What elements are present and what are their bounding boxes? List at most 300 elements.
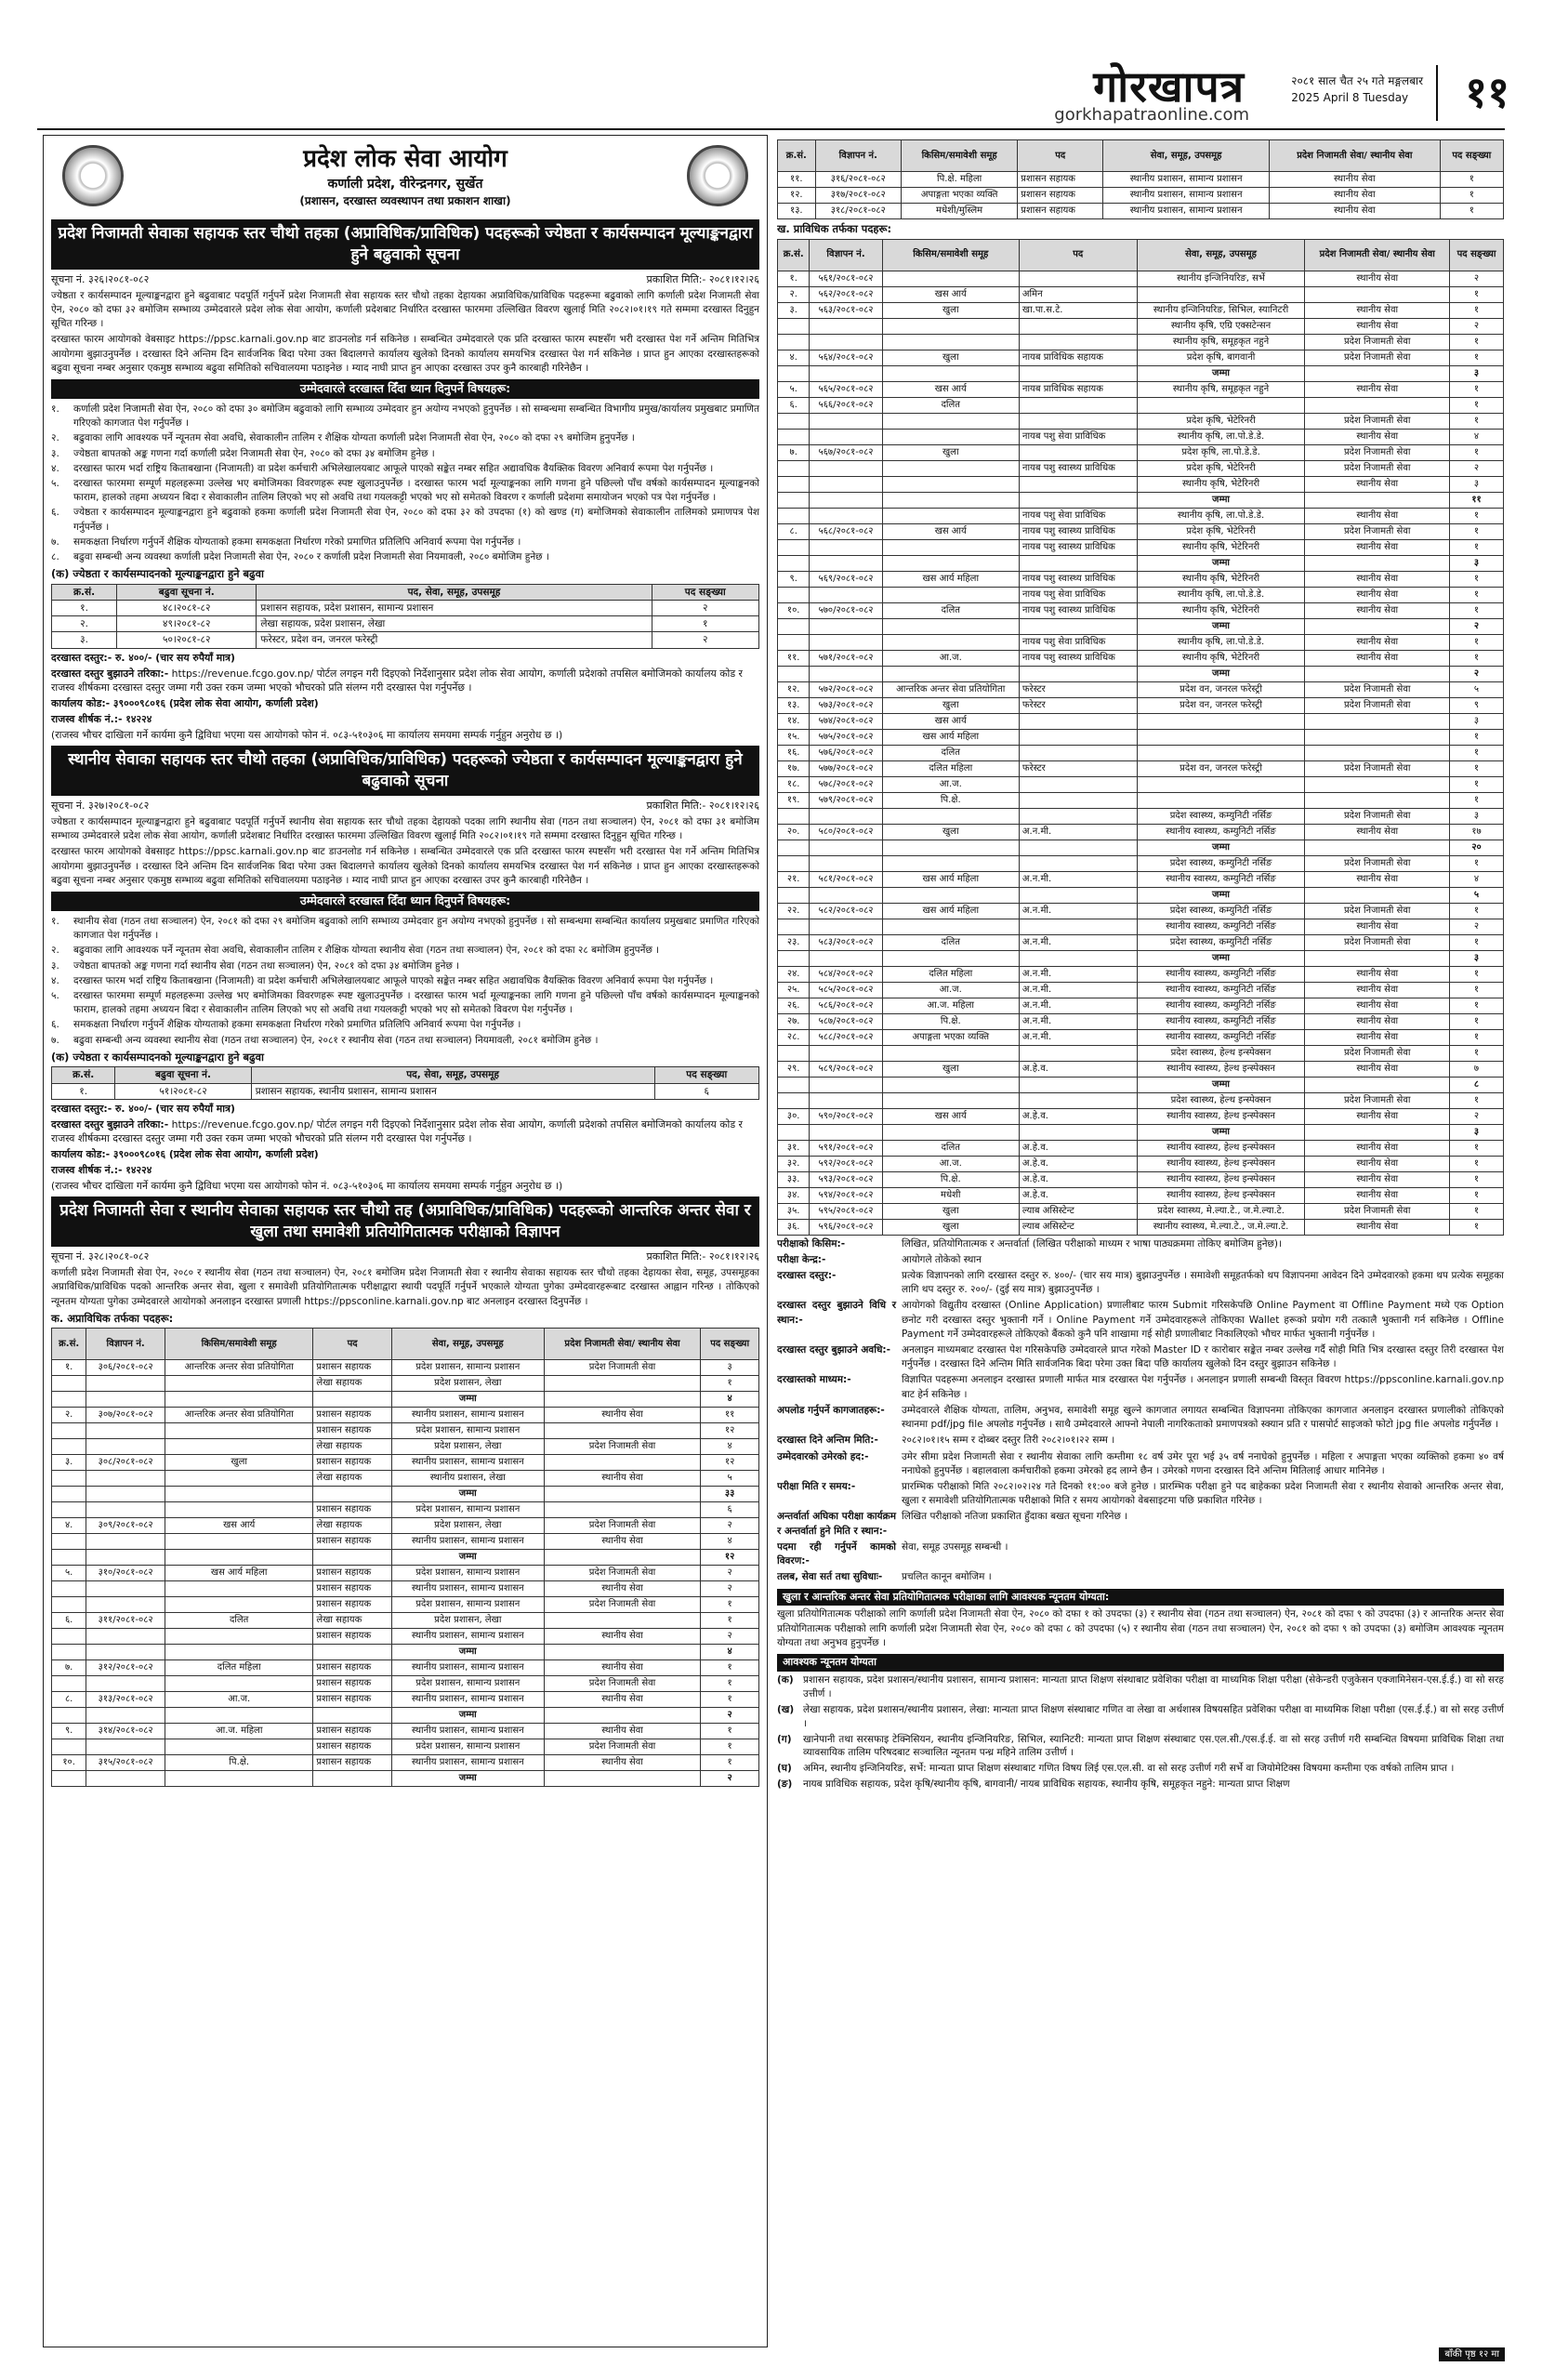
column-header: क्र.सं. bbox=[52, 1329, 86, 1360]
table-cell: २३. bbox=[778, 934, 810, 950]
table-row bbox=[778, 634, 1504, 650]
detail-row bbox=[777, 1404, 1504, 1432]
table-cell: २. bbox=[52, 616, 117, 632]
table-cell bbox=[1019, 318, 1137, 334]
detail-label: पदमा रही गर्नुपर्ने कामको विवरण:- bbox=[777, 1540, 896, 1567]
table-cell bbox=[165, 1550, 312, 1566]
table-cell bbox=[313, 1708, 391, 1724]
table-cell: प्रदेश प्रशासन, सामान्य प्रशासन bbox=[391, 1423, 544, 1439]
table-cell: खस आर्य bbox=[882, 1108, 1019, 1124]
table-cell: ल्याब असिस्टेन्ट bbox=[1019, 1203, 1137, 1219]
table-cell: प्रदेश प्रशासन, लेखा bbox=[391, 1376, 544, 1392]
table-cell: स्थानीय सेवा bbox=[544, 1629, 700, 1645]
table-cell: स्थानीय कृषि, ला.पो.डे.डे. bbox=[1137, 634, 1305, 650]
list-item bbox=[51, 1034, 759, 1048]
table-cell: स्थानीय सेवा bbox=[1305, 302, 1450, 318]
table-cell bbox=[52, 1676, 86, 1692]
table-cell: ७. bbox=[778, 444, 810, 460]
table-cell: प्रदेश निजामती सेवा bbox=[1305, 334, 1450, 350]
table-cell: स्थानीय सेवा bbox=[1305, 1156, 1450, 1171]
table-row bbox=[778, 188, 1504, 204]
table-row bbox=[778, 618, 1504, 634]
notice2-meta bbox=[51, 800, 759, 813]
table-cell bbox=[544, 1392, 700, 1408]
table-cell: ४८।२०८१-८२ bbox=[117, 601, 257, 616]
list-item bbox=[51, 915, 759, 943]
table-cell: १६. bbox=[778, 745, 810, 760]
nontech-posts-table bbox=[51, 1328, 759, 1787]
table-row bbox=[778, 555, 1504, 571]
table-cell: ३ bbox=[701, 1360, 759, 1376]
table-cell: स्थानीय सेवा bbox=[544, 1660, 700, 1676]
table-cell bbox=[810, 618, 882, 634]
table-cell: ५७९/२०८१-०८२ bbox=[810, 792, 882, 808]
table-cell bbox=[882, 1092, 1019, 1108]
table-cell bbox=[165, 1676, 312, 1692]
item-text: बढुवा सम्बन्धी अन्य व्यवस्था स्थानीय सेवा (गठन तथा सञ्चालन) ऐन, २०८१ र स्थानीय सेवा (गठन तथा सञ्चालन) नियमावली, २०८१ बमोजिम हुनेछ । bbox=[73, 1034, 599, 1046]
table-row bbox=[778, 286, 1504, 302]
table-cell: ५६४/२०८१-०८२ bbox=[810, 350, 882, 365]
table-cell: आन्तरिक अन्तर सेवा प्रतियोगिता bbox=[882, 681, 1019, 697]
table-cell: प्रदेश निजामती सेवा bbox=[1305, 681, 1450, 697]
table-cell: दलित bbox=[882, 934, 1019, 950]
list-item bbox=[51, 1018, 759, 1032]
table-cell: १ bbox=[1450, 397, 1504, 413]
table-cell: १०. bbox=[778, 602, 810, 618]
column-header: पद bbox=[1018, 140, 1103, 172]
table-row bbox=[778, 318, 1504, 334]
table-cell bbox=[1019, 413, 1137, 429]
table-cell: जम्मा bbox=[1137, 950, 1305, 966]
table-cell bbox=[52, 1502, 86, 1518]
table-cell bbox=[778, 1077, 810, 1092]
column-header: सेवा, समूह, उपसमूह bbox=[391, 1329, 544, 1360]
table-cell: प्रदेश कृषि, भेटेरिनरी bbox=[1137, 523, 1305, 539]
table-cell: नायब पशु स्वास्थ्य प्राविधिक bbox=[1019, 460, 1137, 476]
table-cell bbox=[1305, 887, 1450, 903]
table-cell: प्रदेश प्रशासन, सामान्य प्रशासन bbox=[391, 1597, 544, 1613]
table-cell: १ bbox=[701, 1597, 759, 1613]
table-row bbox=[778, 365, 1504, 381]
table-cell: स्थानीय सेवा bbox=[1305, 1140, 1450, 1156]
table-cell: दलित bbox=[882, 745, 1019, 760]
table-cell: ४. bbox=[778, 350, 810, 365]
table-row bbox=[778, 460, 1504, 476]
table-cell: ३०६/२०८१-०८२ bbox=[86, 1360, 165, 1376]
table-cell: लेखा सहायक bbox=[313, 1439, 391, 1455]
table-cell: १ bbox=[1450, 1045, 1504, 1061]
table-cell: स्थानीय प्रशासन, सामान्य प्रशासन bbox=[391, 1408, 544, 1423]
table-cell: फरेस्टर bbox=[1019, 760, 1137, 776]
table-cell: १ bbox=[701, 1692, 759, 1708]
table-cell: जम्मा bbox=[1137, 555, 1305, 571]
table-cell: प्रदेश स्वास्थ्य, हेल्थ इन्स्पेक्सन bbox=[1137, 1092, 1305, 1108]
notice2-office-code: कार्यालय कोड:- ३९०००९८०१६ (प्रदेश लोक सेवा आयोग, कर्णाली प्रदेश) bbox=[51, 1148, 319, 1161]
item-text: दरखास्त फारममा सम्पूर्ण महलहरूमा उल्लेख भए बमोजिमका विवरणहरू स्पष्ट खुलाउनुपर्नेछ । दरखास्त फारम भर्दा मूल्याङ्कनका लागि गणना हुने पछिल्लो पाँच वर्षको कार्यसम्पादन मूल्याङ्कनको फाराम, हालको तहमा अध्ययन बिदा र सेवाकालीन तालिम लिएको भए सो अवधि तथा गयलकट्टी भएको भए सो समेतको विवरण र कर्णाली प्रदेशमा समायोजन भएको पत्र पेश गर्नुपर्नेछ । bbox=[73, 478, 759, 504]
list-item bbox=[51, 959, 759, 973]
table-cell: १२. bbox=[778, 681, 810, 697]
table-cell: ३१७/२०८१-०८२ bbox=[815, 188, 901, 204]
table-cell bbox=[52, 1581, 86, 1597]
table-cell bbox=[810, 855, 882, 871]
detail-row bbox=[777, 1510, 1504, 1538]
table-row bbox=[778, 523, 1504, 539]
table-cell bbox=[810, 460, 882, 476]
table-cell: १ bbox=[1440, 172, 1503, 188]
detail-value: प्रत्येक विज्ञापनको लागि दरखास्त दस्तुर रु. ४००/- (चार सय मात्र) बुझाउनुपर्नेछ । समावेशी समूहतर्फको थप विज्ञापनमा आवेदन दिने उम्मेदवारको हकमा थप प्रत्येक समूहका लागि थप दस्तुर रु. २००/- (दुई सय मात्र) बुझाउनुपर्नेछ । bbox=[902, 1269, 1504, 1296]
table-cell: प्रदेश निजामती सेवा bbox=[1305, 760, 1450, 776]
table-cell: २ bbox=[701, 1708, 759, 1724]
table-cell bbox=[165, 1376, 312, 1392]
table-cell: स्थानीय प्रशासन, सामान्य प्रशासन bbox=[391, 1692, 544, 1708]
table-cell: प्रदेश निजामती सेवा bbox=[1305, 934, 1450, 950]
table-cell: १७. bbox=[778, 760, 810, 776]
table-cell: जम्मा bbox=[1137, 492, 1305, 508]
table-row bbox=[52, 1376, 759, 1392]
table-cell: अ.न.मी. bbox=[1019, 934, 1137, 950]
table-cell: खुला bbox=[882, 1219, 1019, 1235]
table-cell: खुला bbox=[882, 824, 1019, 840]
table-cell: स्थानीय सेवा bbox=[544, 1534, 700, 1550]
table-cell: १२ bbox=[701, 1423, 759, 1439]
list-item bbox=[51, 462, 759, 476]
table-cell: ५८९/२०८१-०८२ bbox=[810, 1061, 882, 1077]
qualification-band: खुला र आन्तरिक अन्तर सेवा प्रतियोगितात्मक परीक्षाका लागि आवश्यक न्यूनतम योग्यता: bbox=[777, 1589, 1504, 1606]
notice2-fee: दरखास्त दस्तुर:- रु. ४००/- (चार सय रुपैयाँ मात्र) bbox=[51, 1102, 235, 1115]
table-cell: आ.ज. bbox=[882, 1156, 1019, 1171]
table-cell: १ bbox=[701, 1613, 759, 1629]
table-cell: स्थानीय कृषि, ला.पो.डे.डे. bbox=[1137, 508, 1305, 523]
table-cell bbox=[165, 1771, 312, 1787]
table-cell: २०. bbox=[778, 824, 810, 840]
table-cell: प्रशासन सहायक bbox=[313, 1692, 391, 1708]
table-cell bbox=[313, 1487, 391, 1502]
table-cell bbox=[882, 429, 1019, 444]
column-header: विज्ञापन नं. bbox=[86, 1329, 165, 1360]
table-cell bbox=[810, 919, 882, 934]
table-cell bbox=[1019, 745, 1137, 760]
table-cell: प्रदेश स्वास्थ्य, हेल्थ इन्स्पेक्सन bbox=[1137, 1045, 1305, 1061]
notice2-attention-title: उम्मेदवारले दरखास्त दिँदा ध्यान दिनुपर्ने विषयहरू: bbox=[51, 892, 759, 911]
table-cell: १७ bbox=[1450, 824, 1504, 840]
table-cell: स्थानीय स्वास्थ्य, कम्युनिटी नर्सिङ bbox=[1137, 919, 1305, 934]
table-cell: जम्मा bbox=[1137, 666, 1305, 681]
detail-label: उम्मेदवारको उमेरको हद:- bbox=[777, 1450, 869, 1462]
detail-label: परीक्षाको किसिम:- bbox=[777, 1237, 846, 1250]
column-header: सेवा, समूह, उपसमूह bbox=[1103, 140, 1270, 172]
table-row bbox=[52, 616, 759, 632]
table-cell: स्थानीय सेवा bbox=[1305, 271, 1450, 286]
table-cell bbox=[1305, 555, 1450, 571]
list-item bbox=[51, 989, 759, 1017]
table-cell: खुला bbox=[882, 697, 1019, 713]
table-cell: खस आर्य bbox=[882, 523, 1019, 539]
table-cell bbox=[1305, 1077, 1450, 1092]
table-cell: अ.हे.व. bbox=[1019, 1108, 1137, 1124]
table-row bbox=[52, 1455, 759, 1471]
notice3-meta bbox=[51, 1250, 759, 1264]
table-row bbox=[778, 1061, 1504, 1077]
fee-method-text: https://revenue.fcgo.gov.np/ पोर्टल लगइन गरी दिइएको निर्देशानुसार प्रदेश लोक सेवा आयोग, कर्णाली प्रदेशको तपसिल बमोजिमको कार्यालय कोड र राजस्व शीर्षकमा दरखास्त दस्तुर जम्मा गरी उक्त रकम जम्मा भएको भौचरको प्रति संलग्न गरी दरखास्त पेश गर्नुपर्नेछ । bbox=[51, 667, 743, 694]
table-cell bbox=[882, 365, 1019, 381]
table-cell: स्थानीय सेवा bbox=[1305, 571, 1450, 587]
table-cell bbox=[810, 413, 882, 429]
table-row bbox=[778, 1092, 1504, 1108]
table-row bbox=[778, 172, 1504, 188]
table-cell: स्थानीय कृषि, ला.पो.डे.डे. bbox=[1137, 587, 1305, 602]
table-cell: १३. bbox=[778, 204, 816, 219]
table-cell: स्थानीय कृषि, एग्रि एक्सटेन्सन bbox=[1137, 318, 1305, 334]
table-cell: २२. bbox=[778, 903, 810, 919]
notice1-revenue-head: राजस्व शीर्षक नं.:- १४२२४ bbox=[51, 712, 152, 725]
table-cell: खुला bbox=[165, 1455, 312, 1471]
qualification-item bbox=[777, 1733, 1504, 1761]
table-cell: १ bbox=[1450, 587, 1504, 602]
table-cell: २ bbox=[701, 1566, 759, 1581]
notice2-table bbox=[51, 1066, 759, 1099]
table-cell: प्रदेश निजामती सेवा bbox=[544, 1360, 700, 1376]
table-cell: स्थानीय स्वास्थ्य, कम्युनिटी नर्सिङ bbox=[1137, 871, 1305, 887]
org-branch: (प्रशासन, दरखास्त व्यवस्थापन तथा प्रकाशन शाखा) bbox=[299, 193, 511, 207]
detail-label: अपलोड गर्नुपर्ने कागजातहरू:- bbox=[777, 1404, 885, 1416]
detail-value: आयोगको विद्युतीय दरखास्त (Online Application) प्रणालीबाट फारम Submit गरिसकेपछि Online Payment वा Offline Payment मध्ये एक Option छनोट गरी दरखास्त दस्तुर भुक्तानी गर्ने । Online Payment गर्ने उम्मेदवारहरूले तोकिएका Wallet हरूको प्रयोग गरी तत्कालै भुक्तानी गर्न सकिनेछ । Offline Payment गर्ने उम्मेदवारहरूले तोकिएको बैंकको कुनै पनि शाखामा गई सोही प्रणालीबाट निकालिएको भौचर मार्फत भुक्तानी गर्नुपर्नेछ । bbox=[902, 1300, 1504, 1340]
table-cell: अपाङ्गता भएका व्यक्ति bbox=[882, 1029, 1019, 1045]
table-cell bbox=[778, 508, 810, 523]
table-cell: नायब पशु स्वास्थ्य प्राविधिक bbox=[1019, 650, 1137, 666]
qualification-text: लेखा सहायक, प्रदेश प्रशासन/स्थानीय प्रशासन, लेखा: मान्यता प्राप्त शिक्षण संस्थाबाट गणित वा लेखा वा अर्थशास्त्र विषयसहित प्रवेशिका परीक्षा वा माध्यमिक शिक्षा परीक्षा (एस.ई.ई.) वा सो सरह उत्तीर्ण । bbox=[803, 1703, 1504, 1729]
table-cell: प्रशासन सहायक bbox=[313, 1629, 391, 1645]
table-row bbox=[778, 271, 1504, 286]
table-cell: ३५. bbox=[778, 1203, 810, 1219]
table-cell: स्थानीय प्रशासन, सामान्य प्रशासन bbox=[391, 1629, 544, 1645]
table-cell: स्थानीय सेवा bbox=[1305, 539, 1450, 555]
table-cell bbox=[1305, 618, 1450, 634]
table-cell: प्रदेश स्वास्थ्य, कम्युनिटी नर्सिङ bbox=[1137, 934, 1305, 950]
table-cell: १ bbox=[1450, 508, 1504, 523]
table-cell: १९. bbox=[778, 792, 810, 808]
table-cell: प्रदेश निजामती सेवा bbox=[544, 1566, 700, 1581]
table-cell: जम्मा bbox=[391, 1392, 544, 1408]
table-cell bbox=[1019, 555, 1137, 571]
table-cell: स्थानीय इन्जिनियरिङ, सर्भे bbox=[1137, 271, 1305, 286]
table-cell: नायब प्राविधिक सहायक bbox=[1019, 381, 1137, 397]
table-row bbox=[778, 666, 1504, 681]
table-row bbox=[778, 492, 1504, 508]
table-cell: ५७२/२०८१-०८२ bbox=[810, 681, 882, 697]
list-item bbox=[51, 477, 759, 505]
table-cell: ५ bbox=[1450, 887, 1504, 903]
table-cell bbox=[1019, 919, 1137, 934]
government-seal-icon bbox=[62, 145, 124, 206]
table-cell: प्रशासन सहायक bbox=[313, 1676, 391, 1692]
notice1-title: प्रदेश निजामती सेवाका सहायक स्तर चौथो तहका (अप्राविधिक/प्राविधिक) पदहरूको ज्येष्ठता र कार्यसम्पादन मूल्याङ्कनद्वारा हुने बढुवाको सूचना bbox=[51, 219, 759, 270]
table-row bbox=[52, 1392, 759, 1408]
table-cell bbox=[882, 840, 1019, 855]
table-cell: प्रदेश प्रशासन, लेखा bbox=[391, 1518, 544, 1534]
detail-value: उमेर सीमा प्रदेश निजामती सेवा र स्थानीय सेवाका लागि कम्तीमा १८ वर्ष उमेर पूरा भई ३५ वर्ष ननाघेको हुनुपर्नेछ । महिला र अपाङ्गता भएका व्यक्तिको हकमा ४० वर्ष ननाघेको हुनुपर्नेछ । बहालवाला कर्मचारीको हकमा उमेरको हद लाग्ने छैन । उमेरको गणना दरखास्त दिने अन्तिम मितिलाई आधार मानिनेछ । bbox=[902, 1450, 1504, 1476]
qualification-item bbox=[777, 1778, 1504, 1792]
table-cell bbox=[1305, 666, 1450, 681]
table-cell bbox=[1305, 397, 1450, 413]
table-cell: प्रशासन सहायक bbox=[313, 1597, 391, 1613]
table-cell bbox=[1305, 729, 1450, 745]
table-cell: प्रशासन सहायक bbox=[313, 1581, 391, 1597]
qualification-item bbox=[777, 1703, 1504, 1731]
table-cell bbox=[1137, 397, 1305, 413]
column-header: बढुवा सूचना नं. bbox=[115, 1067, 251, 1083]
detail-value: आयोगले तोकेको स्थान bbox=[902, 1253, 982, 1265]
table-cell: प्रशासन सहायक bbox=[313, 1455, 391, 1471]
table-row bbox=[778, 587, 1504, 602]
table-cell: १८. bbox=[778, 776, 810, 792]
table-cell: प्रदेश निजामती सेवा bbox=[544, 1676, 700, 1692]
table-cell: प्रदेश कृषि, बागवानी bbox=[1137, 350, 1305, 365]
item-text: समकक्षता निर्धारण गर्नुपर्ने शैक्षिक योग्यताको हकमा समकक्षता निर्धारण गरेको प्रमाणित प्रतिलिपि अनिवार्य रूपमा पेश गर्नुपर्नेछ । bbox=[73, 536, 521, 548]
table-cell: ५७०/२०८१-०८२ bbox=[810, 602, 882, 618]
table-cell: स्थानीय प्रशासन, सामान्य प्रशासन bbox=[391, 1660, 544, 1676]
table-cell: १ bbox=[1450, 602, 1504, 618]
table-cell: स्थानीय स्वास्थ्य, हेल्थ इन्स्पेक्सन bbox=[1137, 1061, 1305, 1077]
table-cell: १ bbox=[1450, 523, 1504, 539]
table-cell: १ bbox=[1450, 444, 1504, 460]
table-cell: ९ bbox=[1450, 697, 1504, 713]
column-header: विज्ञापन नं. bbox=[810, 239, 882, 271]
issue-date bbox=[1291, 73, 1423, 106]
qualification-item bbox=[777, 1673, 1504, 1701]
table-row bbox=[52, 1645, 759, 1660]
table-cell: खुला bbox=[882, 1203, 1019, 1219]
table-cell: ५८५/२०८१-०८२ bbox=[810, 982, 882, 998]
table-cell: १ bbox=[1450, 1140, 1504, 1156]
table-cell: ५७३/२०८१-०८२ bbox=[810, 697, 882, 713]
table-cell: ५८६/२०८१-०८२ bbox=[810, 998, 882, 1013]
table-cell: स्थानीय स्वास्थ्य, हेल्थ इन्स्पेक्सन bbox=[1137, 1171, 1305, 1187]
table-cell bbox=[52, 1597, 86, 1613]
table-cell: १४. bbox=[778, 713, 810, 729]
table-row bbox=[778, 413, 1504, 429]
table-cell: प्रदेश निजामती सेवा bbox=[1305, 1045, 1450, 1061]
table-row bbox=[52, 1739, 759, 1755]
qualification-number: (ख) bbox=[777, 1703, 795, 1715]
table-cell: प्रदेश निजामती सेवा bbox=[1305, 903, 1450, 919]
table-cell bbox=[1305, 776, 1450, 792]
item-number: ७. bbox=[51, 1034, 59, 1046]
table-cell bbox=[86, 1645, 165, 1660]
table-cell: ३६. bbox=[778, 1219, 810, 1235]
table-row bbox=[778, 1219, 1504, 1235]
table-cell: अ.न.मी. bbox=[1019, 998, 1137, 1013]
table-cell: स्थानीय कृषि, समूहकृत नहुने bbox=[1137, 381, 1305, 397]
detail-label: अन्तर्वार्ता अघिका परीक्षा कार्यक्रम र अन्तर्वार्ता हुने मिति र स्थान:- bbox=[777, 1511, 896, 1537]
table-cell: ३१. bbox=[778, 1140, 810, 1156]
table-cell: १ bbox=[1450, 1171, 1504, 1187]
table-cell: दलित bbox=[882, 1140, 1019, 1156]
table-cell bbox=[52, 1708, 86, 1724]
table-cell bbox=[778, 429, 810, 444]
table-cell: ८. bbox=[52, 1692, 86, 1708]
table-cell bbox=[810, 587, 882, 602]
table-cell: खस आर्य bbox=[882, 286, 1019, 302]
table-cell: १ bbox=[701, 1676, 759, 1692]
table-cell: दलित bbox=[165, 1613, 312, 1629]
table-cell: ३१४/२०८१-०८२ bbox=[86, 1724, 165, 1739]
table-cell: लेखा सहायक bbox=[313, 1376, 391, 1392]
table-cell bbox=[882, 539, 1019, 555]
table-cell: स्थानीय प्रशासन, लेखा bbox=[391, 1471, 544, 1487]
table-cell: लेखा सहायक bbox=[313, 1471, 391, 1487]
table-cell: १ bbox=[1450, 571, 1504, 587]
detail-row bbox=[777, 1373, 1504, 1401]
table-cell: प्रशासन सहायक bbox=[1018, 172, 1103, 188]
table-cell: स्थानीय प्रशासन, सामान्य प्रशासन bbox=[391, 1455, 544, 1471]
table-cell bbox=[544, 1502, 700, 1518]
table-cell: ५७७/२०८१-०८२ bbox=[810, 760, 882, 776]
table-cell bbox=[165, 1487, 312, 1502]
notice1-footnote: (राजस्व भौचर दाखिला गर्ने कार्यमा कुनै द्विविधा भएमा यस आयोगको फोन नं. ०८३-५१०३०६ मा कार्यालय समयमा सम्पर्क गर्नुहुन अनुरोध छ ।) bbox=[51, 729, 563, 742]
column-header: पद सङ्ख्या bbox=[654, 1067, 759, 1083]
notice2-date: प्रकाशित मिति:- २०८१।१२।२६ bbox=[646, 800, 759, 813]
list-item bbox=[51, 550, 759, 564]
detail-label: दरखास्तको माध्यम:- bbox=[777, 1374, 851, 1386]
table-cell: प्रशासन सहायक bbox=[1018, 204, 1103, 219]
table-cell: १ bbox=[1450, 855, 1504, 871]
table-cell bbox=[165, 1423, 312, 1439]
table-cell: स्थानीय सेवा bbox=[1305, 381, 1450, 397]
table-cell: पि.क्षे. bbox=[882, 1171, 1019, 1187]
table-cell: ५८०/२०८१-०८२ bbox=[810, 824, 882, 840]
table-cell: ३०९/२०८१-०८२ bbox=[86, 1518, 165, 1534]
table-cell: प्रदेश निजामती सेवा bbox=[1305, 808, 1450, 824]
date-nepali: २०८१ साल चैत २५ गते मङ्गलबार bbox=[1291, 74, 1423, 87]
table-row bbox=[52, 1471, 759, 1487]
table-cell bbox=[1305, 286, 1450, 302]
table-row bbox=[778, 397, 1504, 413]
qualification-text: प्रशासन सहायक, प्रदेश प्रशासन/स्थानीय प्रशासन, सामान्य प्रशासन: मान्यता प्राप्त शिक्षण संस्थाबाट प्रवेशिका परीक्षा वा माध्यमिक शिक्षा परीक्षा (सेकेन्डरी एजुकेसन एक्जामिनेसन-एस.ई.ई.) वा सो सरह उत्तीर्ण । bbox=[803, 1673, 1504, 1699]
table-cell bbox=[313, 1392, 391, 1408]
table-cell: ल्याब असिस्टेन्ट bbox=[1019, 1219, 1137, 1235]
table-cell: १ bbox=[1450, 634, 1504, 650]
table-cell bbox=[810, 539, 882, 555]
table-row bbox=[778, 919, 1504, 934]
table-cell: १२ bbox=[701, 1550, 759, 1566]
table-cell: अ.न.मी. bbox=[1019, 982, 1137, 998]
table-cell: १ bbox=[701, 1660, 759, 1676]
table-row bbox=[778, 966, 1504, 982]
notice1-intro2: दरखास्त फारम आयोगको वेबसाइट https://ppsc.karnali.gov.np बाट डाउनलोड गर्न सकिनेछ । सम्बन्धित उम्मेदवारले एक प्रति दरखास्त फारम स्पष्टसँग भरी दरखास्त पेश गर्ने अन्तिम मितिभित्र आयोगमा बुझाउनुपर्नेछ । दरखास्त दिने अन्तिम दिन सार्वजनिक बिदा परेमा उक्त बिदालगत्ते कार्यालय खुलेको दिनको कार्यालय समयभित्र दरखास्त पेश गर्न सकिनेछ । प्राप्त हुन आएका दरखास्तहरूको बढुवा सूचना नम्बर अनुसार एकमुष्ठ सम्भाव्य बढुवा समितिको सचिवालयमा पठाइनेछ । म्याद नाघी प्राप्त हुन आएका दरखास्त उपर कुनै कारबाही गरिनेछैन । bbox=[51, 334, 759, 374]
table-cell: प्रदेश निजामती सेवा bbox=[1305, 444, 1450, 460]
table-cell: अपाङ्गता भएका व्यक्ति bbox=[901, 188, 1017, 204]
table-cell: ५ bbox=[1450, 681, 1504, 697]
website-url[interactable]: gorkhapatraonline.com bbox=[1054, 105, 1249, 125]
table-cell: १२. bbox=[778, 188, 816, 204]
notice2-revenue-head: राजस्व शीर्षक नं.:- १४२२४ bbox=[51, 1164, 152, 1177]
table-cell: स्थानीय स्वास्थ्य, कम्युनिटी नर्सिङ bbox=[1137, 1013, 1305, 1029]
table-cell: प्रदेश निजामती सेवा bbox=[544, 1597, 700, 1613]
table-cell: १ bbox=[1450, 1029, 1504, 1045]
table-cell bbox=[778, 634, 810, 650]
table-cell: १ bbox=[1450, 982, 1504, 998]
table-cell: खुला bbox=[882, 302, 1019, 318]
table-cell: ३०. bbox=[778, 1108, 810, 1124]
table-cell: स्थानीय स्वास्थ्य, मे.ल्या.टे., ज.मे.ल्या.टे. bbox=[1137, 1219, 1305, 1235]
table-cell bbox=[313, 1550, 391, 1566]
table-cell: १ bbox=[652, 616, 759, 632]
table-row bbox=[778, 1171, 1504, 1187]
table-cell bbox=[1019, 618, 1137, 634]
table-cell bbox=[544, 1771, 700, 1787]
item-text: दरखास्त फारम भर्दा राष्ट्रिय किताबखाना (निजामती) वा प्रदेश कर्मचारी अभिलेखालयबाट आफूले पाएको सङ्केत नम्बर सहित अद्यावधिक वैयक्तिक विवरण अनिवार्य रूपमा पेश गर्नुपर्नेछ । bbox=[73, 974, 714, 986]
table-cell: ३३ bbox=[701, 1487, 759, 1502]
